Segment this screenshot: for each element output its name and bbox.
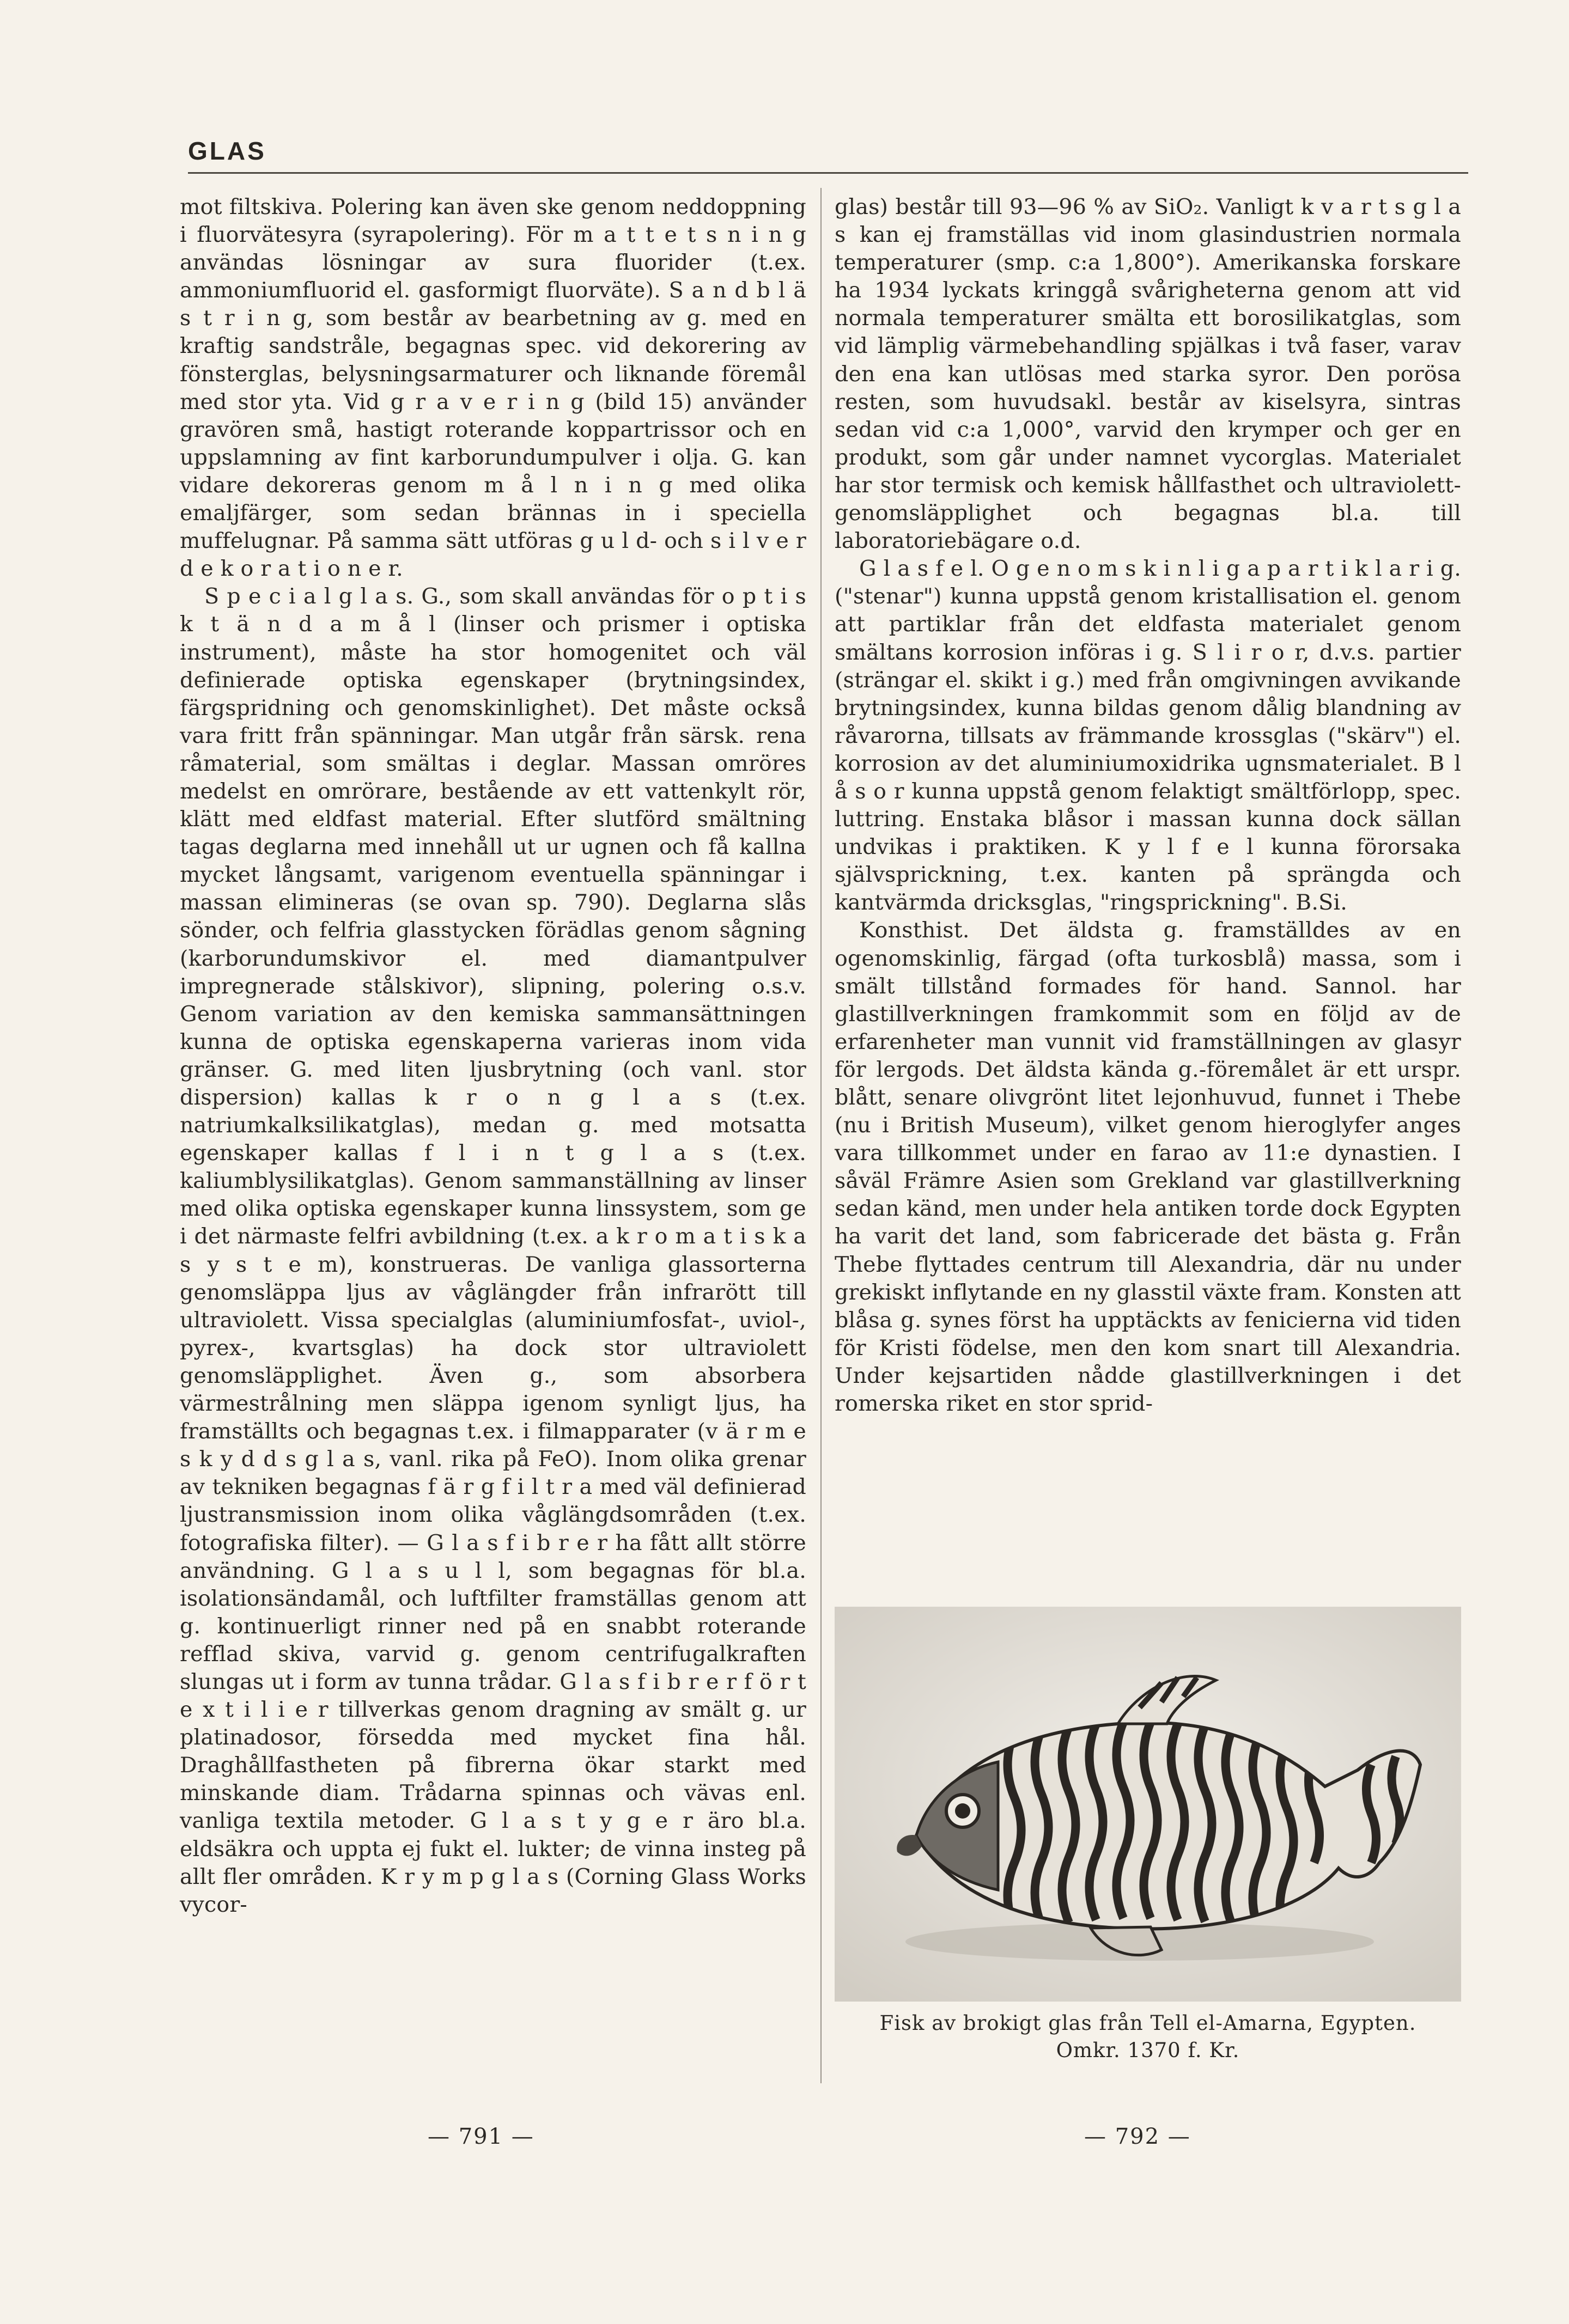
- running-head: GLAS: [188, 137, 266, 165]
- header-rule: [188, 172, 1468, 174]
- paragraph: G l a s f e l. O g e n o m s k i n l i g a p a r t i k l a r i g. ("stenar") kunna uppstå genom kristallisation el. genom att partiklar från det eldfasta materialet genom smältans korrosion införas i g. S l i r o r, d.v.s. partier (strängar el. skikt i g.) med från omgivningen avvikande brytningsindex, kunna bildas genom dålig blandning av råvarorna, tillsats av främmande krossglas ("skärv") el. korrosion av det aluminiumoxidrika ugnsmaterialet. B l å s o r kunna uppstå genom felaktigt smältförlopp, spec. luttring. Enstaka blåsor i massan kunna dock sällan undvikas i praktiken. K y l f e l kunna förorsaka självsprickning, t.ex. kanten på sprängda och kantvärmda dricksglas, "ringsprickning". B.Si.: [835, 556, 1461, 916]
- page-number-right: — 792 —: [1084, 2124, 1191, 2149]
- fish-photograph: [835, 1607, 1461, 2002]
- column-divider: [820, 188, 822, 2083]
- paragraph: glas) består till 93—96 % av SiO₂. Vanligt k v a r t s g l a s kan ej framställas vid inom glasindustrien normala temperaturer (smp. c:a 1,800°). Amerikanska forskare ha 1934 lyckats kringgå svårigheterna genom att vid normala temperaturer smälta ett borosilikatglas, som vid lämplig värmebehandling spjälkas i två faser, varav den ena kan utlösas med starka syror. Den porösa resten, som huvudsakl. består av kiselsyra, sintras sedan vid c:a 1,000°, varvid den krymper och ger en produkt, som går under namnet vycorglas. Materialet har stor termisk och kemisk hållfasthet och ultraviolett-genomsläpplighet och begagnas bl.a. till laboratoriebägare o.d.: [835, 194, 1461, 554]
- paragraph: mot filtskiva. Polering kan även ske genom neddoppning i fluorvätesyra (syrapolering). För m a t t e t s n i n g användas lösningar av sura fluorider (t.ex. ammoniumfluorid el. gasformigt fluorväte). S a n d b l ä s t r i n g, som består av bearbetning av g. med en kraftig sandstråle, begagnas spec. vid dekorering av fönsterglas, belysningsarmaturer och liknande föremål med stor yta. Vid g r a v e r i n g (bild 15) använder gravören små, hastigt roterande koppartrissor och en uppslamning av fint karborundumpulver i olja. G. kan vidare dekoreras genom m å l n i n g med olika emaljfärger, som sedan brännas in i speciella muffelugnar. På samma sätt utföras g u l d- och s i l v e r d e k o r a t i o n e r.: [180, 194, 806, 582]
- paragraph: Konsthist. Det äldsta g. framställdes av en ogenomskinlig, färgad (ofta turkosblå) massa, som i smält tillstånd formades för hand. Sannol. har glastillverkningen framkommit som en följd av de erfarenheter man vunnit vid framställningen av glasyr för lergods. Det äldsta kända g.-föremålet är ett urspr. blått, senare olivgrönt litet lejonhuvud, funnet i Thebe (nu i British Museum), vilket genom hieroglyfer anges vara tillkommet under en farao av 11:e dynastien. I såväl Främre Asien som Grekland var glastillverkning sedan känd, men under hela antiken torde dock Egypten ha varit det land, som fabricerade det bästa g. Från Thebe flyttades centrum till Alexandria, där nu under grekiskt inflytande en ny glasstil växte fram. Konsten att blåsa g. synes först ha upptäckts av fenicierna vid tiden för Kristi födelse, men den kom snart till Alexandria. Under kejsartiden nådde glastillverkningen i det romerska riket en stor sprid-: [835, 918, 1461, 1417]
- glass-fish-image: [835, 1607, 1461, 2002]
- left-column: [180, 193, 806, 1919]
- page-number-left: — 791 —: [428, 2124, 534, 2149]
- caption-line: Fisk av brokigt glas från Tell el-Amarna, Egypten.: [879, 2011, 1416, 2035]
- figure-caption: [835, 2010, 1461, 2064]
- caption-line: Omkr. 1370 f. Kr.: [1056, 2039, 1240, 2062]
- paragraph: S p e c i a l g l a s. G., som skall användas för o p t i s k t ä n d a m å l (linser och prismer i optiska instrument), måste ha stor homogenitet och väl definierade optiska egenskaper (brytningsindex, färgspridning och genomskinlighet). Det måste också vara fritt från spänningar. Man utgår från särsk. rena råmaterial, som smältas i deglar. Massan omröres medelst en omrörare, bestående av ett vattenkylt rör, klätt med eldfast material. Efter slutförd smältning tagas deglarna med innehåll ut ur ugnen och få kallna mycket långsamt, varigenom eventuella spänningar i massan elimineras (se ovan sp. 790). Deglarna slås sönder, och felfria glasstycken förädlas genom sågning (karborundumskivor el. med diamantpulver impregnerade stålskivor), slipning, polering o.s.v. Genom variation av den kemiska sammansättningen kunna de optiska egenskaperna varieras inom vida gränser. G. med liten ljusbrytning (och vanl. stor dispersion) kallas k r o n g l a s (t.ex. natriumkalksilikatglas), medan g. med motsatta egenskaper kallas f l i n t g l a s (t.ex. kaliumblysilikatglas). Genom sammanställning av linser med olika optiska egenskaper kunna linssystem, som ge i det närmaste felfri avbildning (t.ex. a k r o m a t i s k a s y s t e m), konstrueras. De vanliga glassorterna genomsläppa ljus av våglängder från infrarött till ultraviolett. Vissa specialglas (aluminiumfosfat-, uviol-, pyrex-, kvartsglas) ha dock stor ultraviolett genomsläpplighet. Även g., som absorbera värmestrålning men släppa igenom synligt ljus, ha framställts och begagnas t.ex. i filmapparater (v ä r m e s k y d d s g l a s, vanl. rika på FeO). Inom olika grenar av tekniken begagnas f ä r g f i l t r a med väl definierad ljustransmission inom olika våglängdsområden (t.ex. fotografiska filter). — G l a s f i b r e r ha fått allt större användning. G l a s u l l, som begagnas för bl.a. isolationsändamål, och luftfilter framställas genom att g. kontinuerligt rinner ned på en snabbt roterande refflad skiva, varvid g. genom centrifugalkraften slungas ut i form av tunna trådar. G l a s f i b r e r f ö r t e x t i l i e r tillverkas genom dragning av smält g. ur platinadosor, försedda med mycket fina hål. Draghållfastheten på fibrerna ökar starkt med minskande diam. Trådarna spinnas och vävas enl. vanliga textila metoder. G l a s t y g e r äro bl.a. eldsäkra och uppta ej fukt el. lukter; de vinna insteg på allt fler områden. K r y m p g l a s (Corning Glass Works vycor-: [180, 584, 806, 1917]
- right-column: [835, 193, 1461, 1418]
